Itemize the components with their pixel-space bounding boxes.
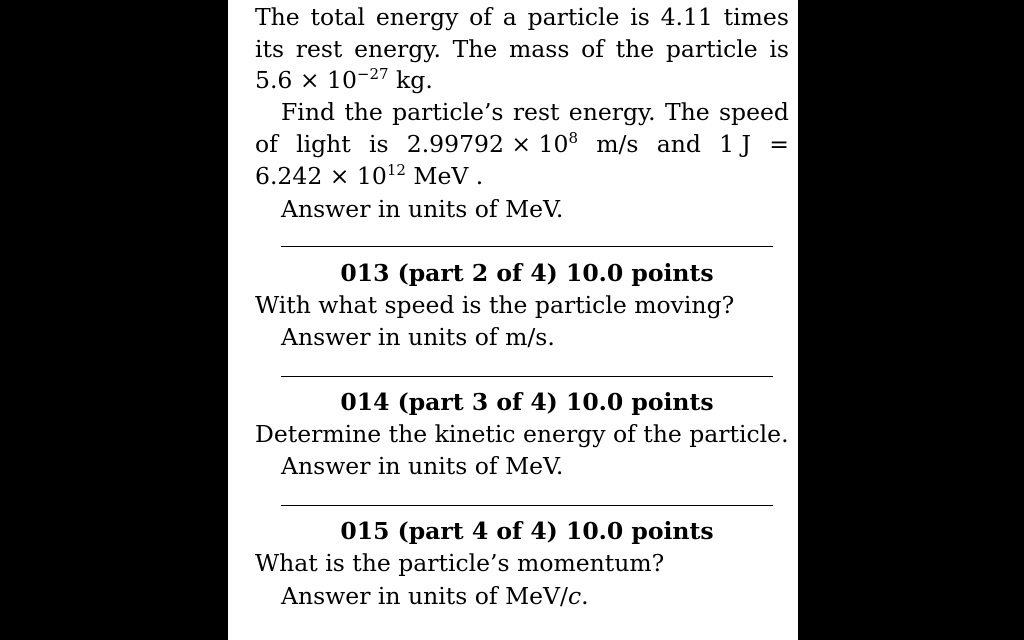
mass-exponent: −27 [356, 65, 389, 83]
word: m/s [596, 130, 639, 158]
word: is [368, 130, 389, 158]
word: rest [295, 35, 343, 63]
document-page [228, 0, 798, 640]
part2-question: With what speed is the particle moving? [255, 291, 735, 319]
part2-answer-units: Answer in units of m/s. [281, 323, 555, 351]
part4-heading: 015 (part 4 of 4) 10.0 points [340, 517, 714, 545]
word: particle [527, 3, 620, 31]
mass-unit: kg. [388, 66, 433, 94]
speed-exponent: 8 [568, 129, 579, 147]
word: the [615, 35, 655, 63]
word: The [452, 35, 498, 63]
word: energy [375, 3, 459, 31]
part2-heading: 013 (part 2 of 4) 10.0 points [340, 259, 714, 287]
part1-line-1 [281, 98, 789, 126]
part3-question: Determine the kinetic energy of the particle. [255, 420, 789, 448]
word: of [581, 35, 604, 63]
word: its [255, 35, 285, 63]
word: speed [718, 98, 789, 126]
word: = [769, 130, 789, 158]
word: Find [281, 98, 335, 126]
word: 4.11 [660, 3, 713, 31]
word: energy. [354, 35, 441, 63]
word: is [769, 35, 789, 63]
word: the [344, 98, 383, 126]
word: energy. [568, 98, 656, 126]
part1-line-2 [255, 129, 789, 158]
word: rest [512, 98, 560, 126]
part3-answer-units: Answer in units of MeV. [281, 452, 564, 480]
conversion-exponent: 12 [386, 161, 406, 179]
mass-mantissa: 5.6 × 10 [255, 66, 357, 94]
word: total [310, 3, 366, 31]
word: particle [665, 35, 758, 63]
answer-prefix: Answer in units of MeV/ [281, 582, 568, 610]
answer-suffix: . [581, 582, 589, 610]
intro-line-3-mass [255, 65, 433, 94]
word: The [664, 98, 710, 126]
part4-question: What is the particle’s momentum? [255, 549, 665, 577]
word: of [469, 3, 492, 31]
word: mass [509, 35, 570, 63]
word: The [255, 3, 300, 31]
word: times [723, 3, 789, 31]
conversion-mantissa: 6.242 × 10 [255, 162, 387, 190]
intro-line-2 [255, 35, 789, 63]
word: a [502, 3, 517, 31]
speed-mantissa: 2.99792 × 10 [406, 130, 569, 158]
part1-line-3-conversion [255, 161, 484, 190]
word: of [255, 130, 278, 158]
intro-line-1 [255, 3, 789, 31]
word: and [656, 130, 701, 158]
speed-of-light-symbol: c [567, 582, 582, 610]
separator-rule [281, 246, 773, 247]
word: particle’s [392, 98, 504, 126]
part1-answer-units: Answer in units of MeV. [281, 195, 564, 223]
part4-answer-units [281, 582, 589, 610]
part3-heading: 014 (part 3 of 4) 10.0 points [340, 388, 714, 416]
speed-of-light [406, 129, 579, 158]
separator-rule [281, 376, 773, 377]
word: 1 J [719, 130, 751, 158]
conversion-unit: MeV . [405, 162, 484, 190]
separator-rule [281, 505, 773, 506]
word: is [630, 3, 650, 31]
word: light [296, 130, 351, 158]
